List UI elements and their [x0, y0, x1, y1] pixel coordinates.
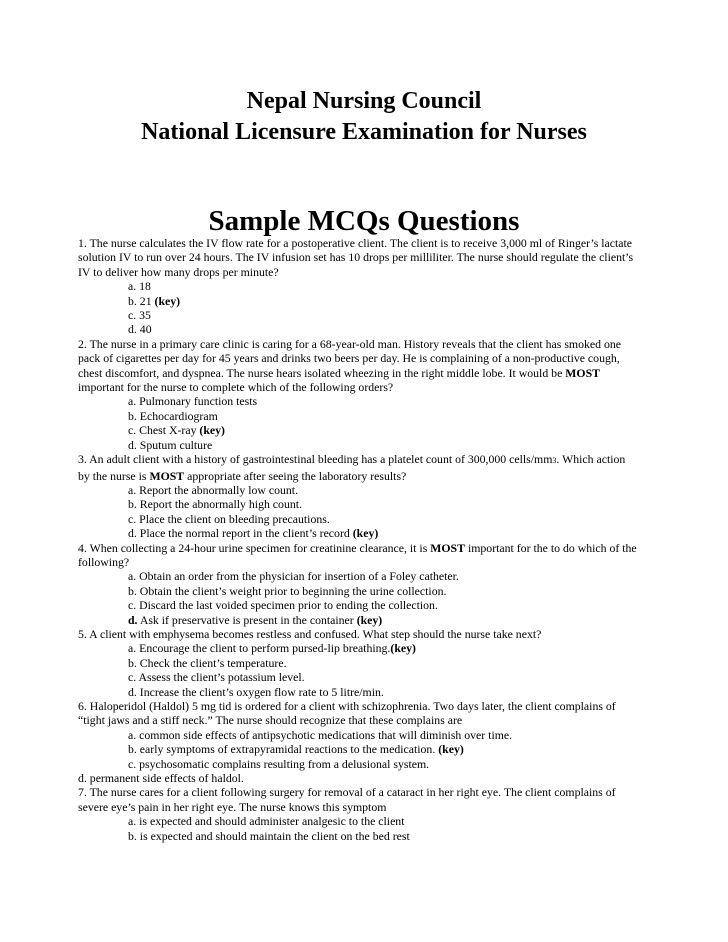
- emphasis-most: MOST: [565, 365, 601, 380]
- stem-text: 2. The nurse in a primary care clinic is caring for a 68-year-old man. History reveals that the client has smoked one pack of cigarettes per day for 45 years and drinks two beers per day. He is complaining of a non-productive cough, chest discomfort, and dyspnea. The nurse hears isolated wheezing in the right middle lobe. It would be: [78, 336, 621, 380]
- option-text: b. 21: [128, 293, 152, 308]
- answer-key-label: (key): [199, 423, 225, 438]
- option-text: a. Encourage the client to perform pursed-lip breathing.: [128, 641, 391, 656]
- stem-text: appropriate after seeing the laboratory results?: [187, 468, 407, 483]
- answer-key-label: (key): [154, 293, 181, 308]
- emphasis-most: MOST: [430, 540, 465, 555]
- question-3-option-a: a. Report the abnormally low count.: [128, 482, 299, 497]
- question-6-stem: 6. Haloperidol (Haldol) 5 mg tid is ordered for a client with schizophrenia. Two days later, the client complains of “tight jaws and a stiff neck.” The nurse should recognize that these complains are: [78, 699, 616, 728]
- question-2-option-a: a. Pulmonary function tests: [128, 394, 258, 409]
- question-7-stem: 7. The nurse cares for a client following surgery for removal of a cataract in her right eye. The client complains of severe eye’s pain in her right eye. The nurse knows this symptom: [78, 785, 616, 814]
- question-6-option-d: d. permanent side effects of haldol.: [78, 771, 244, 786]
- question-5-option-a: [78, 641, 638, 655]
- emphasis-most: MOST: [149, 468, 185, 483]
- stem-text: important for the to do which of the following?: [78, 540, 637, 569]
- option-text: Ask if preservative is present in the container: [137, 612, 354, 627]
- option-text: d. Place the normal report in the client’s record: [128, 526, 350, 541]
- question-2-stem: [78, 337, 638, 395]
- question-4-option-b: b. Obtain the client’s weight prior to beginning the urine collection.: [128, 583, 447, 598]
- question-2-option-b: b. Echocardiogram: [128, 408, 218, 423]
- unit-subscript: 3: [552, 456, 557, 466]
- option-text: b. early symptoms of extrapyramidal reactions to the medication.: [128, 742, 436, 757]
- question-1-option-d: d. 40: [128, 322, 152, 337]
- question-3-stem: [78, 452, 638, 483]
- question-4-option-d: [78, 613, 638, 627]
- question-5-option-b: b. Check the client’s temperature.: [128, 655, 287, 670]
- question-6-option-a: a. common side effects of antipsychotic medications that will diminish over time.: [128, 727, 513, 742]
- stem-text: 3. An adult client with a history of gastrointestinal bleeding has a platelet count of 300,000 cells/mm: [78, 452, 553, 467]
- question-4-option-a: a. Obtain an order from the physician for insertion of a Foley catheter.: [128, 569, 459, 584]
- page-title: Sample MCQs Questions: [208, 205, 520, 237]
- question-1-stem: 1. The nurse calculates the IV flow rate for a postoperative client. The client is to receive 3,000 ml of Ringer’s lactate solution IV to run over 24 hours. The IV infusion set has 10 drops per milliliter. The nurse should regulate the client’s IV to deliver how many drops per minute?: [78, 236, 634, 279]
- exam-name: National Licensure Examination for Nurses: [141, 119, 587, 145]
- question-1-option-b: [78, 294, 638, 308]
- question-6-option-b: [78, 742, 638, 756]
- question-3-option-b: b. Report the abnormally high count.: [128, 497, 302, 512]
- question-5-option-c: c. Assess the client’s potassium level.: [128, 670, 305, 685]
- title-block: [0, 86, 728, 238]
- stem-text: important for the nurse to complete which of the following orders?: [78, 380, 394, 395]
- question-3-option-d: [78, 526, 638, 540]
- answer-key-label: (key): [356, 612, 383, 627]
- question-7-option-b: b. is expected and should maintain the client on the bed rest: [128, 828, 410, 843]
- question-7-option-a: a. is expected and should administer analgesic to the client: [128, 814, 405, 829]
- option-text: c. Chest X-ray: [128, 423, 197, 438]
- question-6-option-c: c. psychosomatic complains resulting from a delusional system.: [128, 756, 430, 771]
- option-letter: d.: [128, 612, 138, 627]
- question-5-option-d: d. Increase the client’s oxygen flow rate to 5 litre/min.: [128, 684, 384, 699]
- question-2-option-c: [78, 423, 638, 437]
- question-1-option-c: c. 35: [128, 308, 151, 323]
- stem-text: . Which action by the nurse is: [78, 452, 626, 483]
- council-name: Nepal Nursing Council: [246, 88, 482, 114]
- answer-key-label: (key): [352, 526, 379, 541]
- question-3-option-c: c. Place the client on bleeding precautions.: [128, 511, 330, 526]
- question-4-stem: [78, 541, 638, 570]
- question-4-option-c: c. Discard the last voided specimen prior to ending the collection.: [128, 598, 438, 613]
- answer-key-label: (key): [390, 641, 416, 656]
- question-5-stem: 5. A client with emphysema becomes restless and confused. What step should the nurse take next?: [78, 626, 542, 641]
- question-1-option-a: a. 18: [128, 279, 151, 294]
- questions-list: [78, 236, 638, 843]
- stem-text: 4. When collecting a 24-hour urine specimen for creatinine clearance, it is: [78, 540, 428, 555]
- answer-key-label: (key): [438, 742, 464, 757]
- question-2-option-d: d. Sputum culture: [128, 437, 213, 452]
